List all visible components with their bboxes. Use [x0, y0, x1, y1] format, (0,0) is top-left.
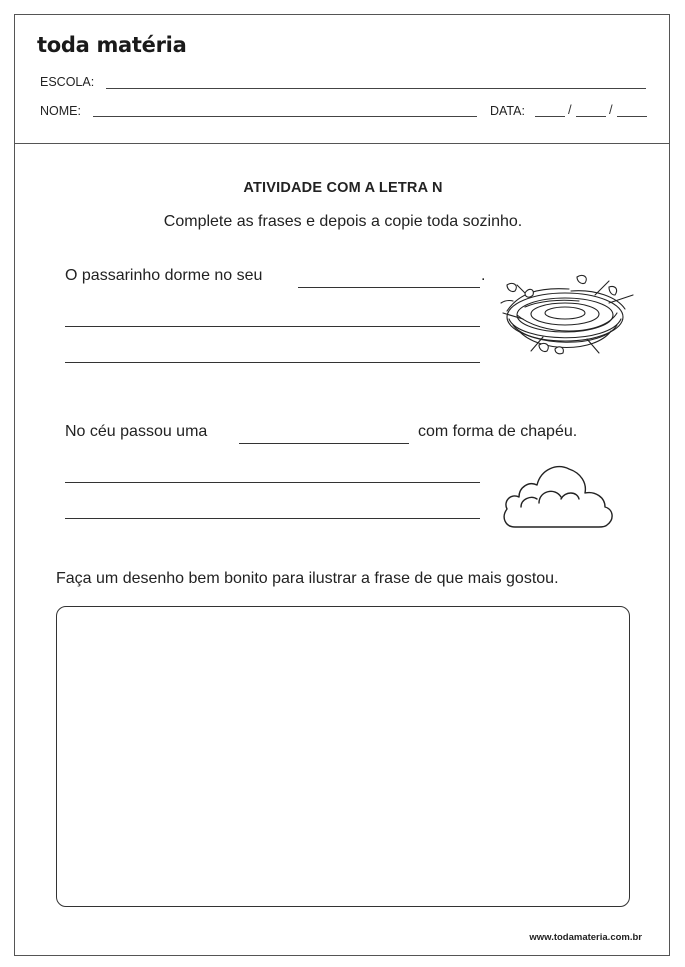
date-day-line[interactable] — [535, 116, 565, 117]
exercise-2-sentence-start: No céu passou uma — [65, 423, 208, 440]
exercise-2-copy-line[interactable] — [65, 518, 480, 519]
name-field-line[interactable] — [93, 116, 477, 117]
exercise-1-copy-line[interactable] — [65, 362, 480, 363]
exercise-1-copy-line[interactable] — [65, 326, 480, 327]
date-separator: / — [568, 102, 572, 117]
activity-title: ATIVIDADE COM A LETRA N — [243, 180, 443, 196]
exercise-1-sentence-start: O passarinho dorme no seu — [65, 267, 263, 284]
exercise-1-blank[interactable] — [298, 287, 480, 288]
exercise-2-sentence-end: com forma de chapéu. — [418, 423, 578, 440]
exercise-2-blank[interactable] — [239, 443, 409, 444]
worksheet-page — [14, 14, 670, 956]
header-divider — [15, 143, 669, 144]
school-field-line[interactable] — [106, 88, 646, 89]
exercise-2-copy-line[interactable] — [65, 482, 480, 483]
cloud-icon — [501, 455, 615, 531]
drawing-area[interactable] — [56, 606, 630, 907]
footer-website: www.todamateria.com.br — [529, 932, 642, 943]
activity-instructions: Complete as frases e depois a copie toda sozinho. — [163, 213, 523, 230]
date-month-line[interactable] — [576, 116, 606, 117]
name-label: NOME: — [40, 104, 81, 118]
nest-icon — [499, 273, 639, 363]
exercise-1-sentence-end: . — [481, 267, 486, 284]
school-label: ESCOLA: — [40, 75, 95, 89]
date-separator: / — [609, 102, 613, 117]
drawing-instructions: Faça um desenho bem bonito para ilustrar a frase de que mais gostou. — [56, 570, 559, 587]
date-label: DATA: — [490, 104, 525, 118]
date-year-line[interactable] — [617, 116, 647, 117]
brand-logo: toda matéria — [37, 33, 187, 57]
